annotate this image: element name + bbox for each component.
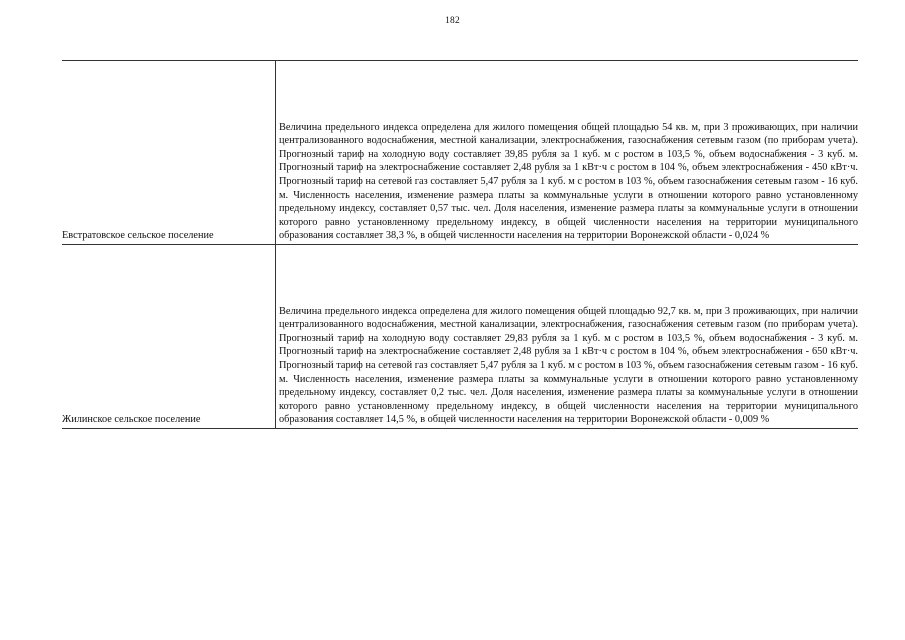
column-divider	[275, 245, 276, 428]
page-number: 182	[445, 16, 460, 26]
table-row	[62, 61, 858, 245]
settlement-name: Евстратовское сельское поселение	[62, 230, 214, 241]
column-divider	[275, 61, 276, 244]
tariff-index-table	[62, 60, 858, 429]
index-description: Величина предельного индекса определена для жилого помещения общей площадью 92,7 кв. м, при 3 проживающих, при наличии централизованного водоснабжения, местной канализации, электроснабжения, газоснабжения сетевым газом (по приборам учета). Прогнозный тариф на холодную воду составляет 29,83 рубля за 1 куб. м с ростом в 103,5 %, объем водоснабжения - 3 куб. м. Прогнозный тариф на электроснабжение составляет 2,48 рубля за 1 кВт·ч с ростом в 104 %, объем электроснабжения - 650 кВт·ч. Прогнозный тариф на сетевой газ составляет 5,47 рубля за 1 куб. м с ростом в 103 %, объем газоснабжения сетевым газом - 16 куб. м. Численность населения, изменение размера платы за коммунальные услуги в отношении которого равно установленному предельному индексу, составляет 0,2 тыс. чел. Доля населения, изменение размера платы за коммунальные услуги в отношении которого равно установленному предельному индексу, в общей численности населения на территории муниципального образования составляет 14,5 %, в общей численности населения на территории Воронежской области - 0,009 %	[279, 305, 858, 426]
settlement-name: Жилинское сельское поселение	[62, 414, 201, 425]
table-row	[62, 245, 858, 429]
index-description: Величина предельного индекса определена для жилого помещения общей площадью 54 кв. м, при 3 проживающих, при наличии централизованного водоснабжения, местной канализации, электроснабжения, газоснабжения сетевым газом (по приборам учета). Прогнозный тариф на холодную воду составляет 39,85 рубля за 1 куб. м с ростом в 103,5 %, объем водоснабжения - 3 куб. м. Прогнозный тариф на электроснабжение составляет 2,48 рубля за 1 кВт·ч с ростом в 104 %, объем электроснабжения - 450 кВт·ч. Прогнозный тариф на сетевой газ составляет 5,47 рубля за 1 куб. м с ростом в 103 %, объем газоснабжения сетевым газом - 16 куб. м. Численность населения, изменение размера платы за коммунальные услуги в отношении которого равно установленному предельному индексу, составляет 0,57 тыс. чел. Доля населения, изменение размера платы за коммунальные услуги в отношении которого равно установленному предельному индексу, в общей численности населения на территории муниципального образования составляет 38,3 %, в общей численности населения на территории Воронежской области - 0,024 %	[279, 121, 858, 242]
